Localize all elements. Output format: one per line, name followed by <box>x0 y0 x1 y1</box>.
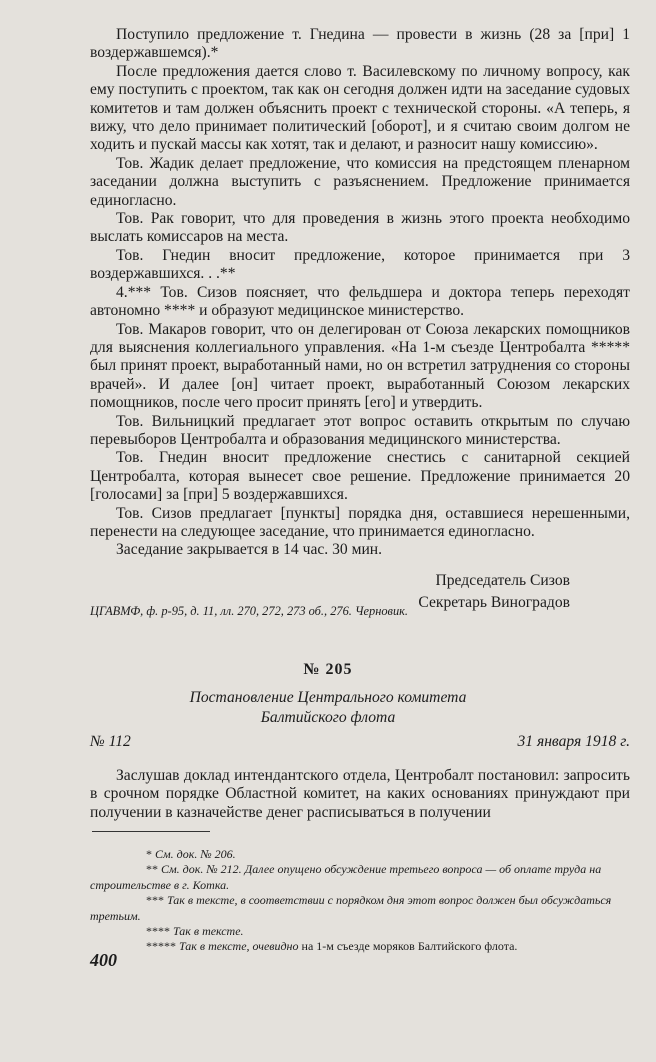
document-title <box>0 688 656 728</box>
paragraph: После предложения дается слово т. Василевскому по личному вопросу, как ему поступить с проектом, так как он сегодня должен идти на заседание судовых комитетов и там должен объяснить проект с технической стороны. «А теперь, я вижу, что дело принимает политический [оборот], и я считаю своим долгом не ходить и пускай массы как хотят, так и делают, и разносит нашу комиссию». <box>90 62 630 154</box>
document-body <box>90 767 630 822</box>
footnote-text: Так в тексте. <box>173 924 244 939</box>
order-number: № 112 <box>90 733 131 750</box>
footnote-text: Так в тексте, в соответствии с порядком дня этот вопрос должен был обсуждаться третьим. <box>90 893 612 923</box>
paragraph: Заседание закрывается в 14 час. 30 мин. <box>116 541 383 559</box>
footnote-text: См. док. № 212. Далее опущено обсуждение третьего вопроса — об оплате труда на строительстве в г. Котка. <box>90 862 602 892</box>
secretary-signature: Секретарь Виноградов <box>418 594 570 612</box>
protocol-text <box>90 26 630 613</box>
footnote-text-plain: на 1-м съезде моряков Балтийского флота. <box>301 939 518 954</box>
paragraph: Тов. Гнедин вносит предложение, которое принимается при 3 воздержавшихся. . .** <box>90 246 630 283</box>
footnote-marker: ***** <box>146 939 176 954</box>
document-title-line: Балтийского флота <box>260 709 396 726</box>
page-number: 400 <box>90 950 117 970</box>
footnote-marker: * <box>146 847 152 861</box>
document-number: № 205 <box>303 661 353 678</box>
paragraph: Тов. Сизов предлагает [пункты] порядка дня, оставшиеся нерешенными, перенести на следующее заседание, что принимается единогласно. <box>90 504 630 540</box>
paragraph: Поступило предложение т. Гнедина — провести в жизнь (28 за [при] 1 воздержавшемся).* <box>90 26 630 62</box>
paragraph: Тов. Макаров говорит, что он делегирован от Союза лекарских помощников для выяснения коллегиального управления. «На 1-м съезде Центробалта ***** был принят проект, выработанный нами, но он встретил затруднения со стороны врачей». И далее [он] читает проект, выработанный Союзом лекарских помощников, после чего просит принять [его] и утвердить. <box>90 320 630 412</box>
footnote-marker: *** <box>146 893 164 908</box>
archive-source: ЦГАВМФ, ф. р-95, д. 11, лл. 270, 272, 273 об., 276. Черновик. <box>90 604 409 618</box>
footnote <box>90 862 630 893</box>
footnote <box>90 893 630 924</box>
paragraph: Тов. Рак говорит, что для проведения в жизнь этого проекта необходимо выслать комиссаров на места. <box>90 210 630 246</box>
paragraph: 4.*** Тов. Сизов поясняет, что фельдшера и доктора теперь переходят автономно **** и образуют медицинское министерство. <box>90 283 630 320</box>
footnotes <box>90 847 630 955</box>
paragraph: Тов. Гнедин вносит предложение снестись с санитарной секцией Центробалта, которая вынесет свое решение. Предложение принимается 20 [голосами] за [при] 5 воздержавшихся. <box>90 449 630 504</box>
footnote-text: Так в тексте, очевидно <box>179 939 299 954</box>
footnote <box>90 924 630 939</box>
chair-signature: Председатель Сизов <box>435 571 570 589</box>
footnote-text: См. док. № 206. <box>155 847 236 861</box>
footnote <box>90 939 630 954</box>
document-meta <box>90 733 630 751</box>
paragraph: Тов. Жадик делает предложение, что комиссия на предстоящем пленарном заседании должна выступить с разъяснением. Предложение принимается единогласно. <box>90 154 630 209</box>
footnote-marker: **** <box>146 924 170 939</box>
document-date: 31 января 1918 г. <box>517 733 630 750</box>
paragraph: Заслушав доклад интендантского отдела, Центробалт постановил: запросить в срочном порядке Областной комитет, на каких основаниях принуждают при получении в казначействе денег расписываться в получении <box>90 767 630 821</box>
document-title-line: Постановление Центрального комитета <box>189 689 467 706</box>
footnote-divider <box>92 831 210 832</box>
footnote-marker: ** <box>146 862 158 877</box>
paragraph: Тов. Вильницкий предлагает этот вопрос оставить открытым по случаю перевыборов Центробалта и образования медицинского министерства. <box>90 412 630 448</box>
footnote <box>90 847 630 862</box>
